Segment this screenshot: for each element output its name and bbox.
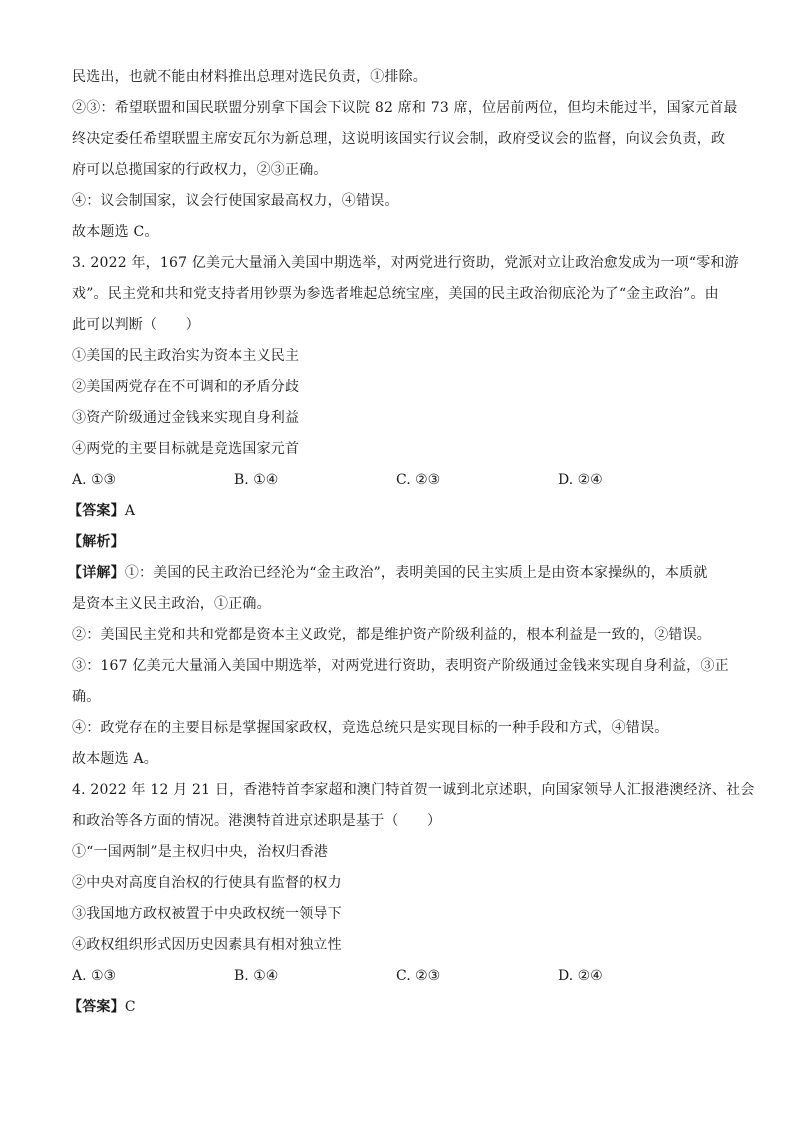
answer-options: [72, 961, 732, 992]
answer-line: [68, 992, 732, 1023]
question-stem: 戏”。民主党和共和党支持者用钞票为参选者堆起总统宝座，美国的民主政治彻底沦为了“金主政治”。由: [72, 286, 719, 302]
question-4: [68, 775, 755, 1023]
question-stem: 和政治等各方面的情况。港澳特首进京述职是基于（ ）: [72, 813, 442, 829]
answer-value: A: [124, 503, 136, 519]
detail-line: ③：167 亿美元大量涌入美国中期选举，对两党进行资助，表明资产阶级通过金钱来实现自身利益，③正: [72, 658, 729, 674]
detail-line: [68, 558, 732, 589]
detail-line: ④：政党存在的主要目标是掌握国家政权，竞选总统只是实现目标的一种手段和方式，④错误。: [72, 720, 669, 736]
detail-text: ①：美国的民主政治已经沦为“金主政治”，表明美国的民主实质上是由资本家操纵的，本质就: [124, 565, 708, 581]
text-line: ②③：希望联盟和国民联盟分别拿下国会下议院 82 席和 73 席，位居前两位，但均未能过半，国家元首最: [72, 100, 738, 116]
option-c: C. ②③: [396, 968, 441, 984]
text-line: 民选出，也就不能由材料推出总理对选民负责，①排除。: [72, 69, 427, 85]
option-a: A. ①③: [72, 472, 117, 488]
detail-line: 确。: [72, 689, 101, 705]
statement-item: ④两党的主要目标就是竞选国家元首: [72, 441, 300, 457]
detail-line: 是资本主义民主政治，①正确。: [72, 596, 271, 612]
detail-tag: 【详解】: [68, 565, 125, 581]
statement-item: ②中央对高度自治权的行使具有监督的权力: [72, 875, 342, 891]
statement-item: ④政权组织形式因历史因素具有相对独立性: [72, 937, 342, 953]
answer-line: [68, 496, 732, 527]
question-3: [68, 248, 739, 775]
text-line: ④：议会制国家，议会行使国家最高权力，④错误。: [72, 193, 399, 209]
question-stem: 4. 2022 年 12 月 21 日，香港特首李家超和澳门特首贺一诚到北京述职，向国家领导人汇报港澳经济、社会: [72, 782, 755, 798]
answer-tag: 【答案】: [68, 999, 125, 1015]
statement-item: ①美国的民主政治实为资本主义民主: [72, 348, 300, 364]
text-line: 府可以总揽国家的行政权力，②③正确。: [72, 162, 328, 178]
text-line: 故本题选 C。: [72, 224, 159, 240]
option-c: C. ②③: [396, 472, 441, 488]
detail-line: ②：美国民主党和共和党都是资本主义政党，都是维护资产阶级利益的，根本利益是一致的，②错误。: [72, 627, 711, 643]
statement-item: ③我国地方政权被置于中央政权统一领导下: [72, 906, 342, 922]
statement-item: ①“一国两制”是主权归中央，治权归香港: [72, 844, 329, 860]
question-stem: 3. 2022 年，167 亿美元大量涌入美国中期选举，对两党进行资助，党派对立让政治愈发成为一项“零和游: [72, 255, 739, 271]
analysis-line: [68, 527, 732, 558]
answer-options: [72, 465, 732, 496]
statement-item: ②美国两党存在不可调和的矛盾分歧: [72, 379, 300, 395]
text-line: 终决定委任希望联盟主席安瓦尔为新总理，这说明该国实行议会制，政府受议会的监督，向议会负责，政: [72, 131, 726, 147]
option-b: B. ①④: [234, 968, 279, 984]
option-d: D. ②④: [558, 472, 603, 488]
answer-value: C: [124, 999, 136, 1015]
analysis-tag: 【解析】: [68, 534, 125, 550]
document-page: [68, 62, 755, 1023]
statement-item: ③资产阶级通过金钱来实现自身利益: [72, 410, 300, 426]
question-stem: 此可以判断（ ）: [72, 317, 200, 333]
option-b: B. ①④: [234, 472, 279, 488]
answer-tag: 【答案】: [68, 503, 125, 519]
previous-analysis: [72, 62, 738, 248]
option-d: D. ②④: [558, 968, 603, 984]
detail-line: 故本题选 A。: [72, 751, 158, 767]
option-a: A. ①③: [72, 968, 117, 984]
